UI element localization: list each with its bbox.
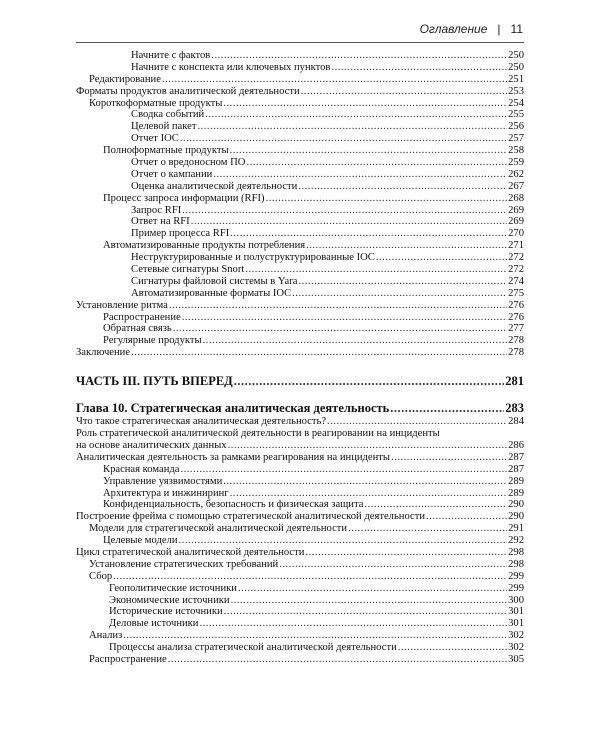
toc-leader bbox=[390, 401, 504, 416]
toc-entry-page: 268 bbox=[508, 192, 524, 204]
toc-entry-label: Начните с фактов bbox=[131, 50, 211, 61]
header-title: Оглавление bbox=[419, 22, 488, 36]
toc-leader bbox=[180, 133, 507, 145]
toc-entry[interactable] bbox=[76, 181, 524, 193]
toc-entry-label: Распространение bbox=[103, 311, 181, 323]
toc-leader bbox=[230, 488, 507, 500]
toc-entry[interactable] bbox=[76, 228, 524, 240]
toc-leader bbox=[266, 193, 508, 205]
toc-entry[interactable] bbox=[76, 109, 524, 121]
toc-entry[interactable] bbox=[76, 618, 524, 630]
toc-leader bbox=[245, 264, 507, 276]
toc-entry-page: 299 bbox=[508, 570, 524, 582]
toc-entry[interactable] bbox=[76, 323, 524, 335]
toc-leader bbox=[173, 323, 507, 335]
toc-leader bbox=[169, 300, 507, 312]
toc-entry-page: 272 bbox=[508, 252, 524, 264]
toc-leader bbox=[246, 157, 507, 169]
toc-entry-page: 253 bbox=[508, 85, 524, 97]
toc-entry[interactable] bbox=[76, 428, 524, 440]
toc-entry-page: 267 bbox=[508, 180, 524, 192]
toc-entry[interactable] bbox=[76, 169, 524, 181]
toc-entry-label: Сбор bbox=[89, 570, 113, 582]
toc-entry-label: Роль стратегической аналитической деятельности в реагировании на инциденты bbox=[76, 428, 440, 440]
toc-entry-page: 259 bbox=[508, 157, 524, 169]
toc-entry-label: Редактирование bbox=[89, 73, 161, 85]
toc-entry[interactable] bbox=[76, 452, 524, 464]
toc-leader bbox=[391, 452, 507, 464]
toc-entry-label: Отчет о кампании bbox=[131, 168, 213, 180]
toc-entry[interactable] bbox=[76, 157, 524, 169]
toc-entry[interactable] bbox=[76, 288, 524, 300]
toc-leader bbox=[179, 535, 508, 547]
toc-entry-label: Сигнатуры файловой системы в Yara bbox=[131, 275, 298, 287]
toc-entry[interactable] bbox=[76, 583, 524, 595]
toc-entry-label: Построение фрейма с помощью стратегической аналитической деятельности bbox=[76, 511, 426, 523]
toc-chapter-page: 283 bbox=[505, 401, 524, 416]
toc-leader bbox=[305, 547, 507, 559]
toc-entry-page: 301 bbox=[508, 606, 524, 618]
toc-entry[interactable] bbox=[76, 276, 524, 288]
toc-entry-label: Регулярные продукты bbox=[103, 335, 202, 347]
toc-leader bbox=[230, 145, 508, 157]
toc-entry-page: 272 bbox=[508, 264, 524, 276]
toc-chapter-entry[interactable] bbox=[76, 401, 524, 416]
toc-leader bbox=[331, 62, 507, 74]
toc-entry-page: 302 bbox=[508, 630, 524, 642]
toc-leader bbox=[182, 312, 507, 324]
toc-entry-label: Анализ bbox=[89, 630, 123, 642]
toc-entry-label: Аналитическая деятельность за рамками реагирования на инциденты bbox=[76, 451, 391, 463]
toc-entry-label: Обратная связь bbox=[103, 323, 172, 335]
toc-entry-label: Деловые источники bbox=[109, 618, 199, 630]
toc-leader bbox=[191, 216, 507, 228]
toc-entry-page: 301 bbox=[508, 618, 524, 630]
toc-entry-label: Конфиденциальность, безопасность и физическая защита bbox=[103, 499, 364, 511]
toc-entry-label: Установление стратегических требований bbox=[89, 558, 279, 570]
toc-entry-label: Процесс запроса информации (RFI) bbox=[103, 192, 265, 204]
toc-entry[interactable] bbox=[76, 654, 524, 666]
toc-entry[interactable] bbox=[76, 559, 524, 571]
toc-entry-label: на основе аналитических данных bbox=[76, 439, 227, 451]
toc-entry-label: Автоматизированные продукты потребления bbox=[103, 240, 306, 252]
toc-leader bbox=[301, 86, 507, 98]
toc-leader bbox=[238, 583, 507, 595]
toc-entry-label: Экономические источники bbox=[109, 594, 230, 606]
toc-entry-page: 287 bbox=[508, 463, 524, 475]
toc-leader bbox=[228, 440, 508, 452]
toc-entry-page: 278 bbox=[508, 335, 524, 347]
toc-entry-label: Сводка событий bbox=[131, 109, 205, 121]
toc-leader bbox=[426, 511, 507, 523]
toc-entry-page: 291 bbox=[508, 523, 524, 535]
toc-leader bbox=[203, 335, 507, 347]
toc-leader bbox=[199, 618, 507, 630]
toc-entry[interactable] bbox=[76, 499, 524, 511]
toc-part-label: ЧАСТЬ III. ПУТЬ ВПЕРЕД bbox=[76, 374, 233, 389]
toc-entry-label: Цикл стратегической аналитической деятельности bbox=[76, 546, 305, 558]
toc-entry-label: Сетевые сигнатуры Snort bbox=[131, 264, 245, 276]
toc-entry-label: Управление уязвимостями bbox=[103, 475, 223, 487]
toc-entry-label: Красная команда bbox=[103, 463, 180, 475]
header-page-number: 11 bbox=[510, 22, 523, 36]
toc-entry-label: Исторические источники bbox=[109, 606, 223, 618]
toc-leader bbox=[292, 288, 507, 300]
toc-entry-page: 250 bbox=[508, 61, 524, 73]
toc-entry[interactable] bbox=[76, 416, 524, 428]
header-separator: | bbox=[497, 22, 501, 36]
toc-leader bbox=[231, 595, 508, 607]
toc-entry[interactable] bbox=[76, 511, 524, 523]
toc-leader bbox=[211, 50, 507, 62]
toc-entry-label: Процессы анализа стратегической аналитической деятельности bbox=[109, 642, 397, 654]
toc-leader bbox=[168, 654, 507, 666]
toc-entry-label: Пример процесса RFI bbox=[131, 228, 230, 240]
toc-entry[interactable] bbox=[76, 145, 524, 157]
toc-leader bbox=[205, 109, 507, 121]
toc-leader bbox=[131, 347, 507, 359]
toc-entry-label: Архитектура и инжиниринг bbox=[103, 487, 229, 499]
toc-entry-page: 284 bbox=[508, 416, 524, 428]
toc-entry-page: 286 bbox=[508, 439, 524, 451]
toc-entry-page: 278 bbox=[508, 347, 524, 359]
toc-leader bbox=[364, 499, 507, 511]
toc-entry[interactable] bbox=[76, 335, 524, 347]
toc-entry-page: 257 bbox=[508, 133, 524, 145]
toc-entry-page: 276 bbox=[508, 299, 524, 311]
toc-entry-label: Что такое стратегическая аналитическая деятельность? bbox=[76, 416, 327, 428]
toc-entry[interactable] bbox=[76, 205, 524, 217]
toc-leader bbox=[298, 181, 507, 193]
toc-entry-page: 270 bbox=[508, 228, 524, 240]
toc-entry-page: 269 bbox=[508, 204, 524, 216]
toc-leader bbox=[162, 74, 507, 86]
toc-leader bbox=[234, 373, 504, 389]
toc-entry-label: Оценка аналитической деятельности bbox=[131, 180, 298, 192]
toc-entry-label: Геополитические источники bbox=[109, 582, 237, 594]
toc-part-entry[interactable] bbox=[76, 373, 524, 389]
toc-entry-page: 250 bbox=[508, 50, 524, 61]
toc-leader bbox=[223, 476, 507, 488]
toc-entry-label: Отчет о вредоносном ПО bbox=[131, 157, 246, 169]
toc-entry[interactable] bbox=[76, 240, 524, 252]
toc-leader bbox=[230, 228, 507, 240]
toc-entry[interactable] bbox=[76, 193, 524, 205]
toc-entry[interactable] bbox=[76, 300, 524, 312]
toc-entry-page: 275 bbox=[508, 287, 524, 299]
toc-entry-page: 292 bbox=[508, 535, 524, 547]
toc-entry-label: Полноформатные продукты bbox=[103, 145, 229, 157]
toc-entry-page: 302 bbox=[508, 642, 524, 654]
toc-leader bbox=[348, 523, 507, 535]
toc-entry[interactable] bbox=[76, 98, 524, 110]
toc-chapter-label: Глава 10. Стратегическая аналитическая деятельность bbox=[76, 401, 390, 416]
toc-entry[interactable] bbox=[76, 252, 524, 264]
toc-entry[interactable] bbox=[76, 133, 524, 145]
toc-entry[interactable] bbox=[76, 86, 524, 98]
toc-leader bbox=[123, 630, 507, 642]
toc-leader bbox=[224, 606, 507, 618]
toc-entry-page: 256 bbox=[508, 121, 524, 133]
toc-entry-label: Запрос RFI bbox=[131, 204, 182, 216]
toc-entry[interactable] bbox=[76, 476, 524, 488]
toc-entry[interactable] bbox=[76, 464, 524, 476]
toc-entry[interactable] bbox=[76, 547, 524, 559]
toc-entry-page: 277 bbox=[508, 323, 524, 335]
toc-entry-page: 269 bbox=[508, 216, 524, 228]
toc-entry-label: Заключение bbox=[76, 347, 131, 359]
toc-entry-page: 298 bbox=[508, 546, 524, 558]
toc-entry[interactable] bbox=[76, 630, 524, 642]
toc-entry-page: 300 bbox=[508, 594, 524, 606]
toc-entry-page: 290 bbox=[508, 499, 524, 511]
toc-entry-label: Форматы продуктов аналитической деятельности bbox=[76, 85, 300, 97]
toc-leader bbox=[327, 416, 507, 428]
toc-entry-label: Автоматизированные форматы IOC bbox=[131, 287, 292, 299]
toc-entry-page: 262 bbox=[508, 168, 524, 180]
toc-entry-label: Ответ на RFI bbox=[131, 216, 190, 228]
toc-leader bbox=[306, 240, 507, 252]
toc-leader bbox=[398, 642, 507, 654]
toc-leader bbox=[213, 169, 507, 181]
toc-entry[interactable] bbox=[76, 62, 524, 74]
toc-entry-page: 287 bbox=[508, 451, 524, 463]
toc-entry[interactable] bbox=[76, 50, 524, 62]
toc-entry[interactable] bbox=[76, 595, 524, 607]
toc-leader bbox=[197, 121, 507, 133]
toc-entry[interactable] bbox=[76, 571, 524, 583]
toc-entry[interactable] bbox=[76, 74, 524, 86]
toc-entry-page: 298 bbox=[508, 558, 524, 570]
toc-entry[interactable] bbox=[76, 121, 524, 133]
toc-part-page: 281 bbox=[505, 374, 524, 389]
toc-entry[interactable] bbox=[76, 606, 524, 618]
toc-entry-label: Отчет IOC bbox=[131, 133, 179, 145]
toc-entry[interactable] bbox=[76, 440, 524, 452]
toc-entry[interactable] bbox=[76, 642, 524, 654]
toc-entry-page: 289 bbox=[508, 487, 524, 499]
toc-entry-page: 289 bbox=[508, 475, 524, 487]
toc-entry-page: 251 bbox=[508, 73, 524, 85]
toc-entry[interactable] bbox=[76, 535, 524, 547]
toc-entry-label: Установление ритма bbox=[76, 299, 168, 311]
toc-entry-label: Начните с конспекта или ключевых пунктов bbox=[131, 61, 331, 73]
toc-entry[interactable] bbox=[76, 216, 524, 228]
toc-entry-page: 274 bbox=[508, 275, 524, 287]
toc-entry-label: Модели для стратегической аналитической деятельности bbox=[89, 523, 348, 535]
toc-leader bbox=[113, 571, 507, 583]
toc-entry-label: Распространение bbox=[89, 653, 167, 665]
toc-leader bbox=[182, 205, 507, 217]
toc-leader bbox=[223, 98, 507, 110]
toc-leader bbox=[279, 559, 507, 571]
toc-entry[interactable] bbox=[76, 523, 524, 535]
toc-leader bbox=[376, 252, 507, 264]
toc-entry-page: 255 bbox=[508, 109, 524, 121]
toc-entry-page: 258 bbox=[508, 145, 524, 157]
toc-entry[interactable] bbox=[76, 312, 524, 324]
toc-entry-label: Целевые модели bbox=[103, 535, 178, 547]
toc-entry-page: 299 bbox=[508, 582, 524, 594]
toc-leader bbox=[298, 276, 507, 288]
toc-entry[interactable] bbox=[76, 488, 524, 500]
toc-entry-page: 276 bbox=[508, 311, 524, 323]
toc-entry-page: 290 bbox=[508, 511, 524, 523]
header-rule bbox=[76, 42, 524, 43]
toc-entry-page: 305 bbox=[508, 653, 524, 665]
toc-entry-label: Целевой пакет bbox=[131, 121, 197, 133]
table-of-contents bbox=[76, 50, 524, 666]
toc-entry[interactable] bbox=[76, 264, 524, 276]
toc-entry-page: 254 bbox=[508, 97, 524, 109]
toc-entry-label: Неструктурированные и полуструктурированные IOC bbox=[131, 252, 375, 264]
running-header bbox=[76, 22, 523, 40]
toc-leader bbox=[180, 464, 507, 476]
toc-entry-page: 271 bbox=[508, 240, 524, 252]
toc-entry-label: Короткоформатные продукты bbox=[89, 97, 223, 109]
toc-entry[interactable] bbox=[76, 347, 524, 359]
